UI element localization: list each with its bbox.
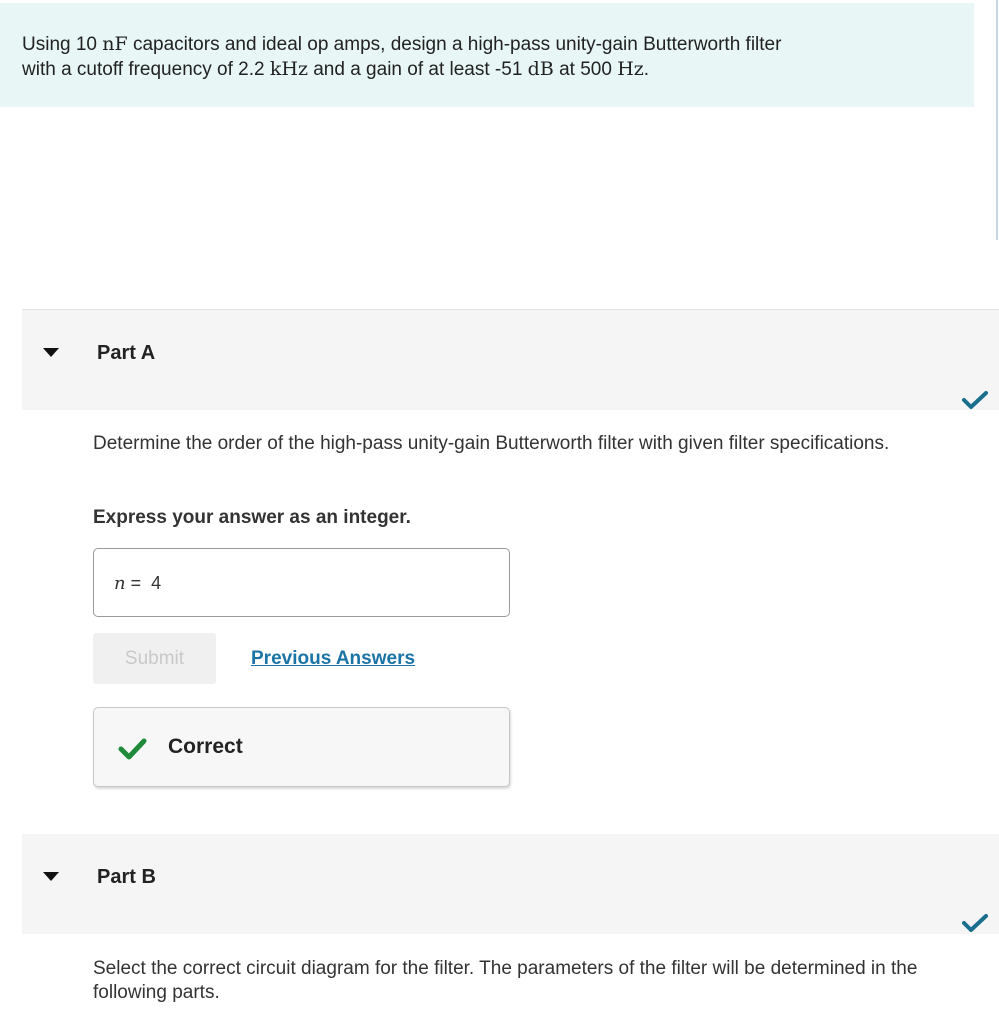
problem-text: Using 10 bbox=[22, 34, 103, 55]
unit-hz: Hz bbox=[617, 58, 644, 80]
part-b-title: Part B bbox=[97, 866, 156, 888]
problem-text: . bbox=[643, 59, 650, 80]
result-feedback bbox=[93, 707, 510, 787]
problem-text: and a gain of at least -51 bbox=[307, 59, 528, 80]
part-b-question: Select the correct circuit diagram for the filter. The parameters of the filter will be determined in the following parts. bbox=[93, 958, 918, 1003]
part-b-complete-check-icon bbox=[962, 913, 988, 933]
result-label: Correct bbox=[168, 735, 243, 758]
answer-input[interactable] bbox=[93, 548, 510, 617]
part-a-question: Determine the order of the high-pass unity-gain Butterworth filter with given filter specifications. bbox=[93, 433, 890, 454]
unit-khz: kHz bbox=[269, 58, 308, 80]
part-a-header[interactable] bbox=[22, 310, 999, 410]
collapse-triangle-icon[interactable] bbox=[43, 348, 59, 357]
problem-text: capacitors and ideal op amps, design a high-pass unity-gain Butterworth filter bbox=[127, 34, 782, 55]
part-a-complete-check-icon bbox=[962, 390, 988, 410]
correct-check-icon bbox=[118, 738, 147, 760]
submit-button[interactable]: Submit bbox=[93, 633, 216, 684]
part-a-title: Part A bbox=[97, 342, 156, 364]
part-a-instruction: Express your answer as an integer. bbox=[93, 507, 411, 528]
problem-statement bbox=[0, 0, 974, 107]
previous-answers-link[interactable]: Previous Answers bbox=[251, 648, 416, 669]
problem-text: at 500 bbox=[553, 59, 618, 80]
collapse-triangle-icon[interactable] bbox=[43, 872, 59, 881]
answer-variable: n bbox=[114, 573, 126, 594]
answer-value: 4 bbox=[151, 573, 162, 593]
problem-text: with a cutoff frequency of 2.2 bbox=[22, 59, 270, 80]
unit-nf: nF bbox=[102, 33, 128, 55]
right-scroll-rule bbox=[996, 0, 998, 240]
answer-equals: = bbox=[125, 573, 152, 593]
unit-db: dB bbox=[527, 58, 554, 80]
part-b-header[interactable] bbox=[22, 834, 999, 934]
